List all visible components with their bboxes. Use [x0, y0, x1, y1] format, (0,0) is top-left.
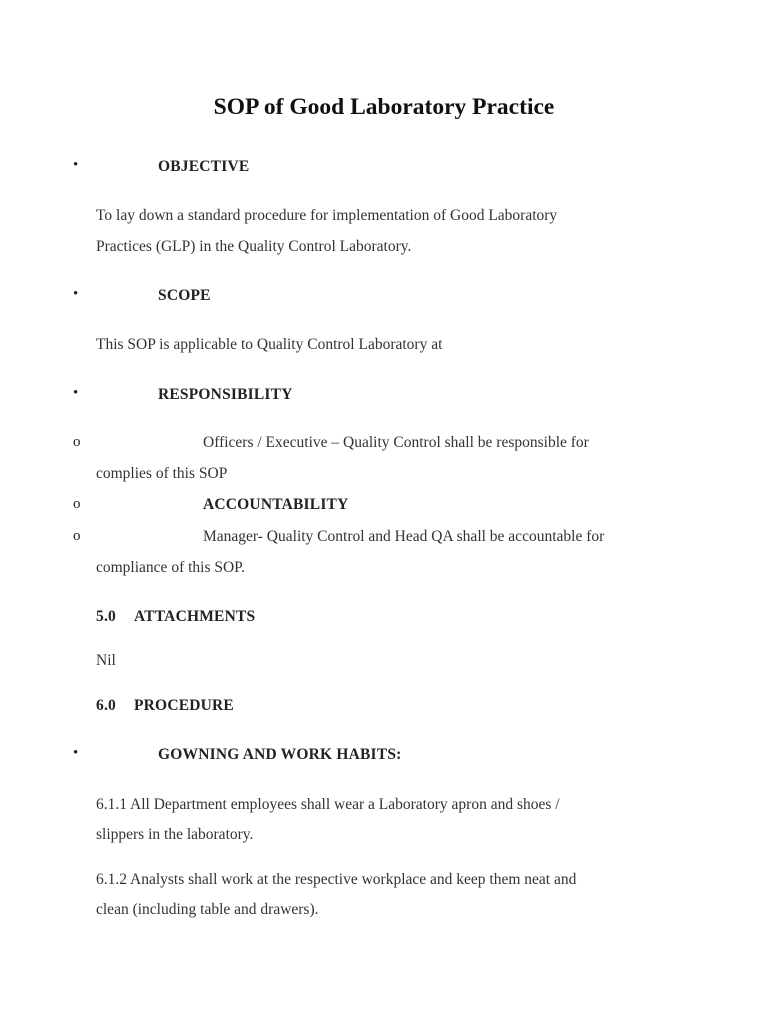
responsibility-item-1-line-2: complies of this SOP — [96, 465, 228, 482]
accountability-heading: ACCOUNTABILITY — [203, 496, 349, 513]
objective-text-line-1: To lay down a standard procedure for implementation of Good Laboratory — [96, 207, 558, 224]
scope-heading: SCOPE — [158, 287, 211, 304]
attachments-heading: ATTACHMENTS — [134, 608, 256, 625]
procedure-number: 6.0 — [96, 697, 116, 714]
bullet-disc: • — [73, 286, 79, 302]
objective-heading: OBJECTIVE — [158, 158, 250, 175]
document-title: SOP of Good Laboratory Practice — [213, 94, 555, 120]
procedure-heading: PROCEDURE — [134, 697, 234, 714]
attachments-number: 5.0 — [96, 608, 116, 625]
bullet-disc: • — [73, 385, 79, 401]
objective-text-line-2: Practices (GLP) in the Quality Control Laboratory. — [96, 238, 412, 255]
gowning-para-2-line-1: 6.1.2 Analysts shall work at the respective workplace and keep them neat and — [96, 871, 577, 888]
responsibility-heading: RESPONSIBILITY — [158, 386, 293, 403]
attachments-value: Nil — [96, 652, 116, 669]
gowning-para-1-line-2: slippers in the laboratory. — [96, 826, 254, 843]
responsibility-item-1-line-1: Officers / Executive – Quality Control shall be responsible for — [203, 434, 589, 451]
bullet-circle: o — [73, 528, 81, 544]
gowning-heading: GOWNING AND WORK HABITS: — [158, 746, 402, 763]
accountability-item-line-2: compliance of this SOP. — [96, 559, 245, 576]
scope-text: This SOP is applicable to Quality Control Laboratory at — [96, 336, 443, 353]
accountability-item-line-1: Manager- Quality Control and Head QA shall be accountable for — [203, 528, 605, 545]
bullet-disc: • — [73, 157, 79, 173]
bullet-circle: o — [73, 496, 81, 512]
gowning-para-2-line-2: clean (including table and drawers). — [96, 901, 319, 918]
bullet-disc: • — [73, 745, 79, 761]
bullet-circle: o — [73, 434, 81, 450]
gowning-para-1-line-1: 6.1.1 All Department employees shall wear a Laboratory apron and shoes / — [96, 796, 560, 813]
